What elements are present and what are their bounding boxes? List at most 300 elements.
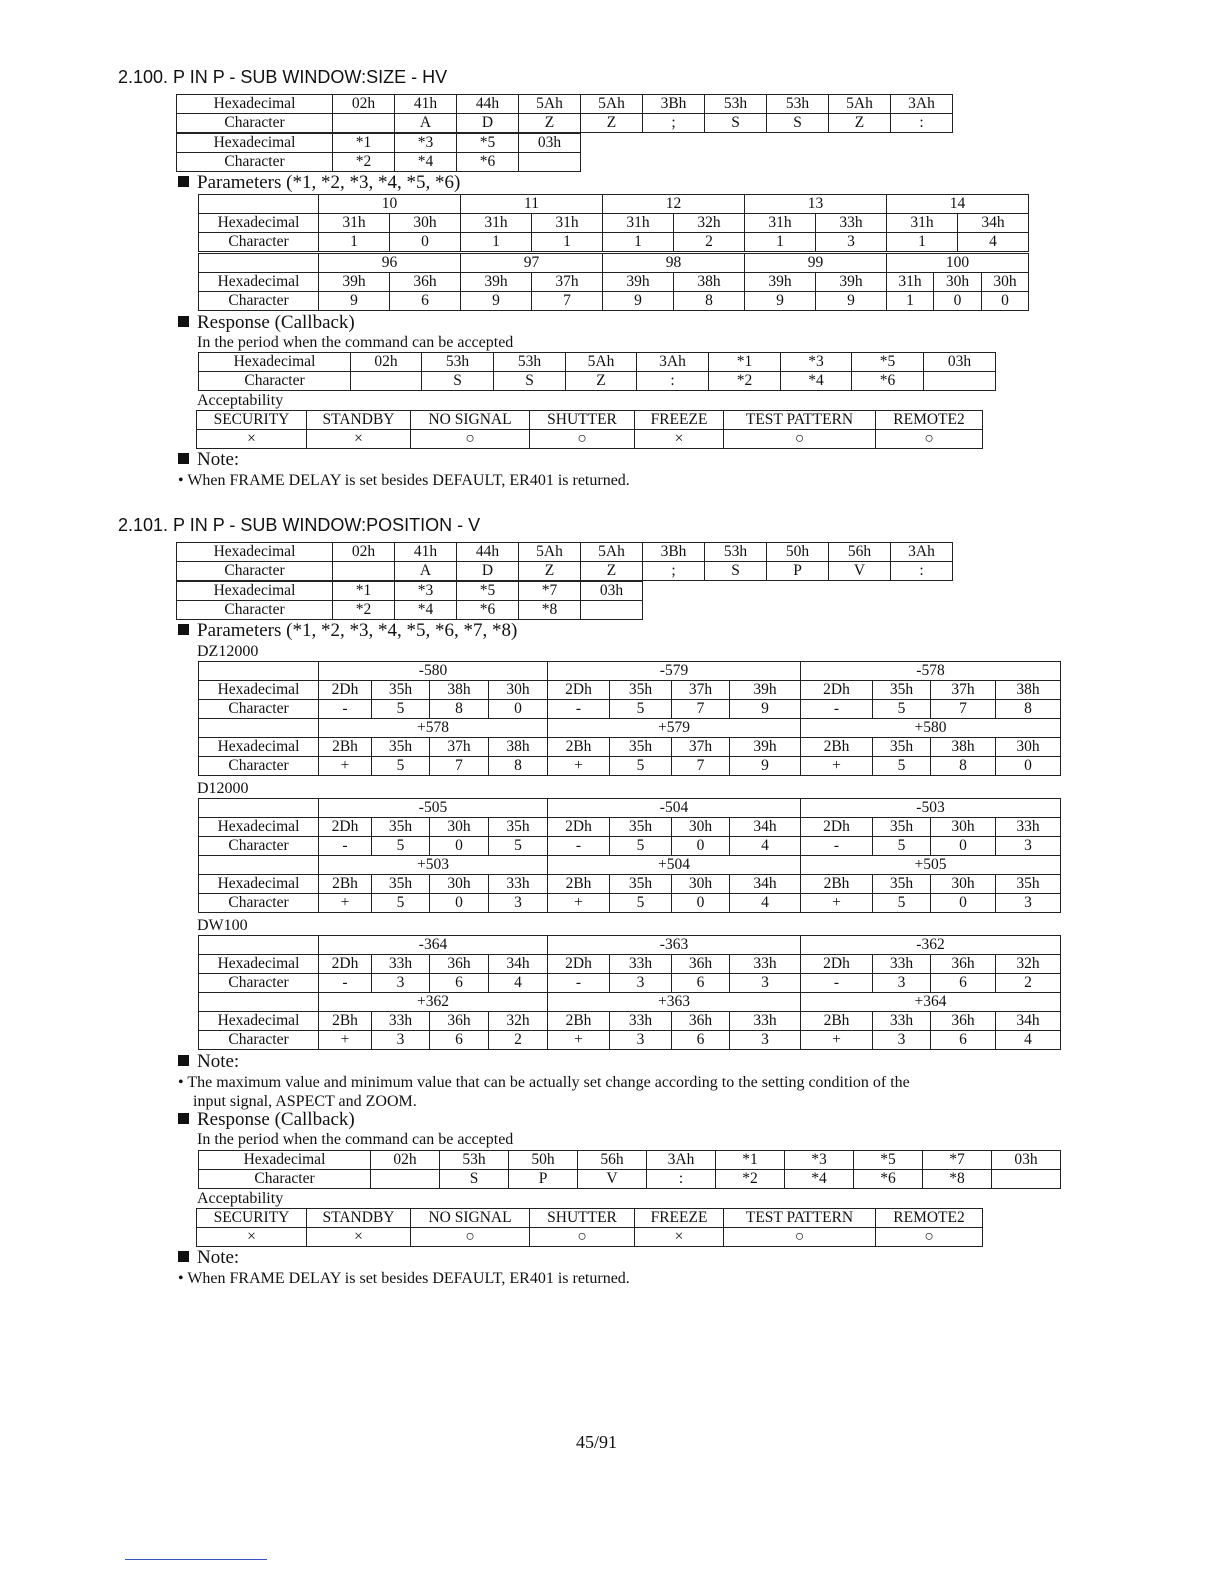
model-parameter-table [198, 798, 1061, 913]
table-row [199, 372, 996, 391]
table-cell: -363 [548, 936, 801, 955]
table-cell: 5 [372, 700, 430, 719]
table-cell: 0 [430, 894, 489, 913]
table-cell: 2 [674, 233, 745, 252]
table-cell: 9 [745, 292, 816, 311]
table-cell [199, 195, 319, 214]
table-cell: 37h [532, 273, 603, 292]
section-heading-2-101: 2.101. P IN P - SUB WINDOW:POSITION - V [118, 515, 481, 535]
table-cell: 3 [372, 974, 430, 993]
table-row [197, 430, 983, 449]
table-cell: D [457, 114, 519, 133]
table-cell: 30h [982, 273, 1029, 292]
table-cell: 3 [489, 894, 548, 913]
table-cell: Z [566, 372, 637, 391]
table-row [177, 562, 953, 581]
table-row [199, 757, 1061, 776]
table-row [199, 1170, 1061, 1189]
table-cell: 9 [730, 700, 801, 719]
table-cell: S [494, 372, 566, 391]
table-cell: 39h [816, 273, 887, 292]
table-cell: 41h [395, 95, 457, 114]
table-cell: + [548, 757, 610, 776]
table-cell: 3 [996, 894, 1061, 913]
table-cell: 3Ah [647, 1151, 716, 1170]
table-cell: Character [199, 837, 319, 856]
table-cell: FREEZE [635, 1209, 724, 1228]
table-cell: 36h [672, 955, 730, 974]
table-cell: 36h [672, 1012, 730, 1031]
table-cell: *6 [854, 1170, 923, 1189]
table-cell: 10 [319, 195, 461, 214]
parameters-title: Parameters (*1, *2, *3, *4, *5, *6, *7, *8) [197, 620, 518, 641]
table-cell: 38h [674, 273, 745, 292]
table-cell: + [801, 1031, 873, 1050]
command-table-2-100-params [176, 133, 581, 172]
table-cell: 53h [440, 1151, 509, 1170]
table-cell: ; [643, 114, 705, 133]
table-cell: 32h [674, 214, 745, 233]
table-cell: 4 [489, 974, 548, 993]
table-cell: 2Bh [801, 738, 873, 757]
table-row [199, 662, 1061, 681]
table-cell: 35h [372, 681, 430, 700]
table-cell: 39h [603, 273, 674, 292]
table-cell: Hexadecimal [199, 738, 319, 757]
note-title: Note: [197, 449, 240, 470]
table-cell: *6 [457, 601, 519, 620]
table-cell: 33h [372, 955, 430, 974]
table-cell: 34h [489, 955, 548, 974]
table-cell: Character [199, 700, 319, 719]
table-cell: Character [177, 153, 333, 172]
note-text-continued: input signal, ASPECT and ZOOM. [193, 1093, 417, 1110]
table-cell: STANDBY [307, 1209, 411, 1228]
table-cell: 6 [931, 1031, 996, 1050]
table-cell: 39h [461, 273, 532, 292]
table-cell: 02h [333, 543, 395, 562]
table-cell: - [548, 700, 610, 719]
table-cell: Z [829, 114, 891, 133]
table-cell: Hexadecimal [199, 1012, 319, 1031]
table-cell: 34h [730, 875, 801, 894]
table-cell: 5 [372, 894, 430, 913]
table-cell: 35h [372, 818, 430, 837]
acceptability-table-2-100 [196, 410, 983, 449]
table-cell [333, 562, 395, 581]
table-cell: 30h [390, 214, 461, 233]
table-cell: - [319, 974, 372, 993]
table-cell: 0 [672, 894, 730, 913]
table-cell: *5 [457, 134, 519, 153]
table-cell: Character [177, 114, 333, 133]
table-cell: 32h [996, 955, 1061, 974]
table-row [177, 582, 643, 601]
note-title: Note: [197, 1051, 240, 1072]
table-cell: 7 [931, 700, 996, 719]
table-cell: 33h [730, 955, 801, 974]
table-cell: 31h [532, 214, 603, 233]
model-label: D12000 [197, 780, 249, 797]
table-cell: +579 [548, 719, 801, 738]
table-cell: 5 [610, 894, 672, 913]
table-cell: 31h [603, 214, 674, 233]
table-row [199, 818, 1061, 837]
model-parameter-table [198, 661, 1061, 776]
table-cell: - [319, 700, 372, 719]
table-cell: 2Dh [548, 818, 610, 837]
table-cell: 8 [674, 292, 745, 311]
table-cell: S [440, 1170, 509, 1189]
table-cell: Hexadecimal [199, 1151, 371, 1170]
table-cell: ○ [876, 1228, 983, 1247]
table-cell: 3 [730, 974, 801, 993]
table-cell: 5 [489, 837, 548, 856]
table-cell [992, 1170, 1061, 1189]
note-text: • When FRAME DELAY is set besides DEFAULT, ER401 is returned. [178, 472, 630, 489]
table-cell: +580 [801, 719, 1061, 738]
bullet-square-icon [178, 1055, 189, 1066]
table-cell: : [891, 114, 953, 133]
table-cell: 5Ah [519, 543, 581, 562]
table-cell: - [548, 837, 610, 856]
parameters-table-2-100 [198, 194, 1029, 252]
table-cell: 3 [873, 974, 931, 993]
table-cell: Character [199, 894, 319, 913]
table-cell: 02h [371, 1151, 440, 1170]
table-cell: ○ [876, 430, 983, 449]
table-cell: *3 [781, 353, 852, 372]
table-cell: : [891, 562, 953, 581]
table-row [199, 1151, 1061, 1170]
table-cell: 35h [873, 738, 931, 757]
table-cell: 30h [489, 681, 548, 700]
table-cell: -504 [548, 799, 801, 818]
table-cell: 9 [730, 757, 801, 776]
table-cell: *3 [785, 1151, 854, 1170]
table-cell: 5 [873, 837, 931, 856]
bullet-square-icon [178, 316, 189, 327]
table-cell: Z [581, 114, 643, 133]
table-cell: -579 [548, 662, 801, 681]
table-cell: + [319, 894, 372, 913]
table-cell: 33h [489, 875, 548, 894]
table-cell: 30h [931, 875, 996, 894]
table-row [177, 153, 581, 172]
table-cell: 2Bh [548, 875, 610, 894]
table-row [177, 601, 643, 620]
table-cell: 97 [461, 254, 603, 273]
table-cell: 53h [422, 353, 494, 372]
table-cell: NO SIGNAL [411, 411, 530, 430]
table-cell [581, 601, 643, 620]
table-cell: - [319, 837, 372, 856]
table-cell: 33h [816, 214, 887, 233]
table-cell [333, 114, 395, 133]
table-cell: 6 [430, 974, 489, 993]
table-cell: SECURITY [197, 411, 307, 430]
table-cell [199, 799, 319, 818]
model-parameter-table [198, 935, 1061, 1050]
table-cell: +503 [319, 856, 548, 875]
table-cell: 33h [996, 818, 1061, 837]
table-cell: *5 [854, 1151, 923, 1170]
command-table-2-100 [176, 94, 953, 133]
table-row [199, 837, 1061, 856]
table-cell: S [422, 372, 494, 391]
table-cell: Character [199, 372, 351, 391]
table-cell: 1 [603, 233, 674, 252]
table-cell: 7 [430, 757, 489, 776]
bullet-square-icon [178, 1113, 189, 1124]
table-cell: *1 [716, 1151, 785, 1170]
table-cell: P [509, 1170, 578, 1189]
table-cell: STANDBY [307, 411, 411, 430]
note-heading [178, 1052, 239, 1072]
table-cell: 39h [319, 273, 390, 292]
table-cell: NO SIGNAL [411, 1209, 530, 1228]
table-cell: 9 [816, 292, 887, 311]
table-cell [199, 662, 319, 681]
table-cell: 3Ah [891, 95, 953, 114]
table-cell: 30h [430, 875, 489, 894]
table-cell: 8 [996, 700, 1061, 719]
table-cell: 14 [887, 195, 1029, 214]
table-cell: *2 [716, 1170, 785, 1189]
table-cell: - [548, 974, 610, 993]
table-cell: 5Ah [581, 95, 643, 114]
table-cell: 03h [992, 1151, 1061, 1170]
table-cell: *5 [457, 582, 519, 601]
table-row [199, 936, 1061, 955]
table-row [199, 273, 1029, 292]
table-cell: 0 [931, 894, 996, 913]
table-cell: 2Bh [548, 1012, 610, 1031]
table-cell: Z [519, 114, 581, 133]
table-row [177, 95, 953, 114]
table-cell: S [705, 562, 767, 581]
response-table-2-100 [198, 352, 996, 391]
table-cell: 3Bh [643, 95, 705, 114]
table-cell: Character [199, 1031, 319, 1050]
table-cell: 39h [730, 681, 801, 700]
table-cell: S [767, 114, 829, 133]
table-cell: 3 [816, 233, 887, 252]
table-cell: -362 [801, 936, 1061, 955]
table-cell: +504 [548, 856, 801, 875]
table-cell: *5 [852, 353, 924, 372]
table-cell: A [395, 562, 457, 581]
table-cell: -580 [319, 662, 548, 681]
bullet-square-icon [178, 1251, 189, 1262]
table-cell: 33h [730, 1012, 801, 1031]
table-cell: 0 [996, 757, 1061, 776]
table-cell: P [767, 562, 829, 581]
table-cell: 35h [610, 738, 672, 757]
table-cell: 31h [887, 214, 958, 233]
table-cell: Hexadecimal [177, 134, 333, 153]
table-cell: 3 [610, 974, 672, 993]
parameters-title: Parameters (*1, *2, *3, *4, *5, *6) [197, 172, 461, 193]
table-cell: *4 [781, 372, 852, 391]
table-cell: *6 [852, 372, 924, 391]
table-cell: 11 [461, 195, 603, 214]
table-cell: 1 [319, 233, 390, 252]
table-cell: + [319, 757, 372, 776]
table-row [199, 955, 1061, 974]
table-cell: V [578, 1170, 647, 1189]
table-row [199, 974, 1061, 993]
table-cell: × [197, 430, 307, 449]
table-cell: 3Ah [891, 543, 953, 562]
table-row [199, 799, 1061, 818]
table-cell: 4 [730, 894, 801, 913]
table-cell: 03h [581, 582, 643, 601]
table-cell: × [197, 1228, 307, 1247]
table-cell [519, 153, 581, 172]
table-row [199, 700, 1061, 719]
table-cell: *2 [333, 601, 395, 620]
table-cell: *7 [519, 582, 581, 601]
command-table-2-101-params [176, 581, 643, 620]
table-cell: 9 [603, 292, 674, 311]
table-cell: 35h [873, 818, 931, 837]
table-cell: 100 [887, 254, 1029, 273]
table-cell: 3Ah [637, 353, 709, 372]
table-cell: 2Dh [319, 955, 372, 974]
table-cell: 1 [461, 233, 532, 252]
table-cell: 98 [603, 254, 745, 273]
table-cell: 2Dh [801, 955, 873, 974]
table-cell: Hexadecimal [199, 875, 319, 894]
table-cell: Hexadecimal [199, 955, 319, 974]
table-cell: 36h [430, 1012, 489, 1031]
table-cell: 5Ah [519, 95, 581, 114]
table-cell: Character [199, 1170, 371, 1189]
table-cell: 33h [610, 1012, 672, 1031]
table-cell: *1 [333, 134, 395, 153]
table-cell: 33h [372, 1012, 430, 1031]
table-cell: × [307, 1228, 411, 1247]
table-cell: 31h [319, 214, 390, 233]
table-cell: *8 [519, 601, 581, 620]
table-cell: 0 [934, 292, 982, 311]
table-cell: Hexadecimal [177, 582, 333, 601]
table-cell: *1 [333, 582, 395, 601]
table-cell: 3 [372, 1031, 430, 1050]
table-cell: Character [199, 233, 319, 252]
table-cell: 12 [603, 195, 745, 214]
table-cell: SHUTTER [530, 411, 635, 430]
table-cell: 8 [931, 757, 996, 776]
table-cell: *2 [709, 372, 781, 391]
table-cell [199, 254, 319, 273]
table-cell: TEST PATTERN [724, 1209, 876, 1228]
table-cell: +578 [319, 719, 548, 738]
table-cell: 5 [372, 757, 430, 776]
table-cell: : [647, 1170, 716, 1189]
table-cell: 0 [672, 837, 730, 856]
table-cell: 5 [372, 837, 430, 856]
parameters-heading [178, 173, 460, 193]
table-row [199, 1031, 1061, 1050]
table-cell: *6 [457, 153, 519, 172]
table-cell: -364 [319, 936, 548, 955]
table-cell: 6 [390, 292, 461, 311]
table-cell: + [801, 894, 873, 913]
table-cell: Hexadecimal [177, 95, 333, 114]
table-cell: Character [199, 757, 319, 776]
table-cell: Hexadecimal [199, 214, 319, 233]
note-text: • When FRAME DELAY is set besides DEFAULT, ER401 is returned. [178, 1270, 630, 1287]
table-cell: Hexadecimal [177, 543, 333, 562]
table-cell: Character [199, 974, 319, 993]
table-cell: 36h [390, 273, 461, 292]
table-row [199, 875, 1061, 894]
table-cell: : [637, 372, 709, 391]
table-cell: 03h [519, 134, 581, 153]
table-cell: *7 [923, 1151, 992, 1170]
table-cell: 35h [372, 738, 430, 757]
table-cell: 02h [333, 95, 395, 114]
table-cell: 2Dh [548, 681, 610, 700]
table-cell: 56h [829, 543, 891, 562]
table-cell: 35h [372, 875, 430, 894]
bullet-square-icon [178, 453, 189, 464]
table-cell: 2Bh [801, 1012, 873, 1031]
table-cell: 34h [996, 1012, 1061, 1031]
table-cell: 5 [873, 894, 931, 913]
table-cell: Hexadecimal [199, 353, 351, 372]
note-text: • The maximum value and minimum value that can be actually set change according to the setting condition of the [178, 1074, 910, 1091]
table-cell: 5 [610, 837, 672, 856]
table-cell: +364 [801, 993, 1061, 1012]
table-cell: 4 [996, 1031, 1061, 1050]
table-cell: 2 [996, 974, 1061, 993]
table-cell [351, 372, 422, 391]
table-cell: 34h [730, 818, 801, 837]
table-cell: 0 [390, 233, 461, 252]
table-cell [924, 372, 996, 391]
table-cell: 36h [931, 955, 996, 974]
response-heading [178, 313, 355, 333]
note-heading [178, 450, 239, 470]
table-cell: FREEZE [635, 411, 724, 430]
table-cell: TEST PATTERN [724, 411, 876, 430]
table-cell: + [319, 1031, 372, 1050]
table-cell: Hexadecimal [199, 818, 319, 837]
table-cell: 31h [745, 214, 816, 233]
table-cell: 30h [996, 738, 1061, 757]
page-number: 45/91 [576, 1432, 618, 1452]
footer-rule [125, 1559, 267, 1560]
table-cell: 35h [873, 681, 931, 700]
table-cell: 53h [767, 95, 829, 114]
table-cell: -505 [319, 799, 548, 818]
table-cell: 50h [767, 543, 829, 562]
table-cell: 0 [489, 700, 548, 719]
table-cell: 0 [931, 837, 996, 856]
table-cell: ○ [724, 1228, 876, 1247]
table-cell: 2Dh [319, 818, 372, 837]
table-cell: 3 [730, 1031, 801, 1050]
table-cell: 7 [672, 700, 730, 719]
table-cell: 30h [672, 875, 730, 894]
acceptability-table-2-101 [196, 1208, 983, 1247]
table-cell: 2Bh [319, 1012, 372, 1031]
table-cell: 2Bh [548, 738, 610, 757]
table-row [177, 114, 953, 133]
